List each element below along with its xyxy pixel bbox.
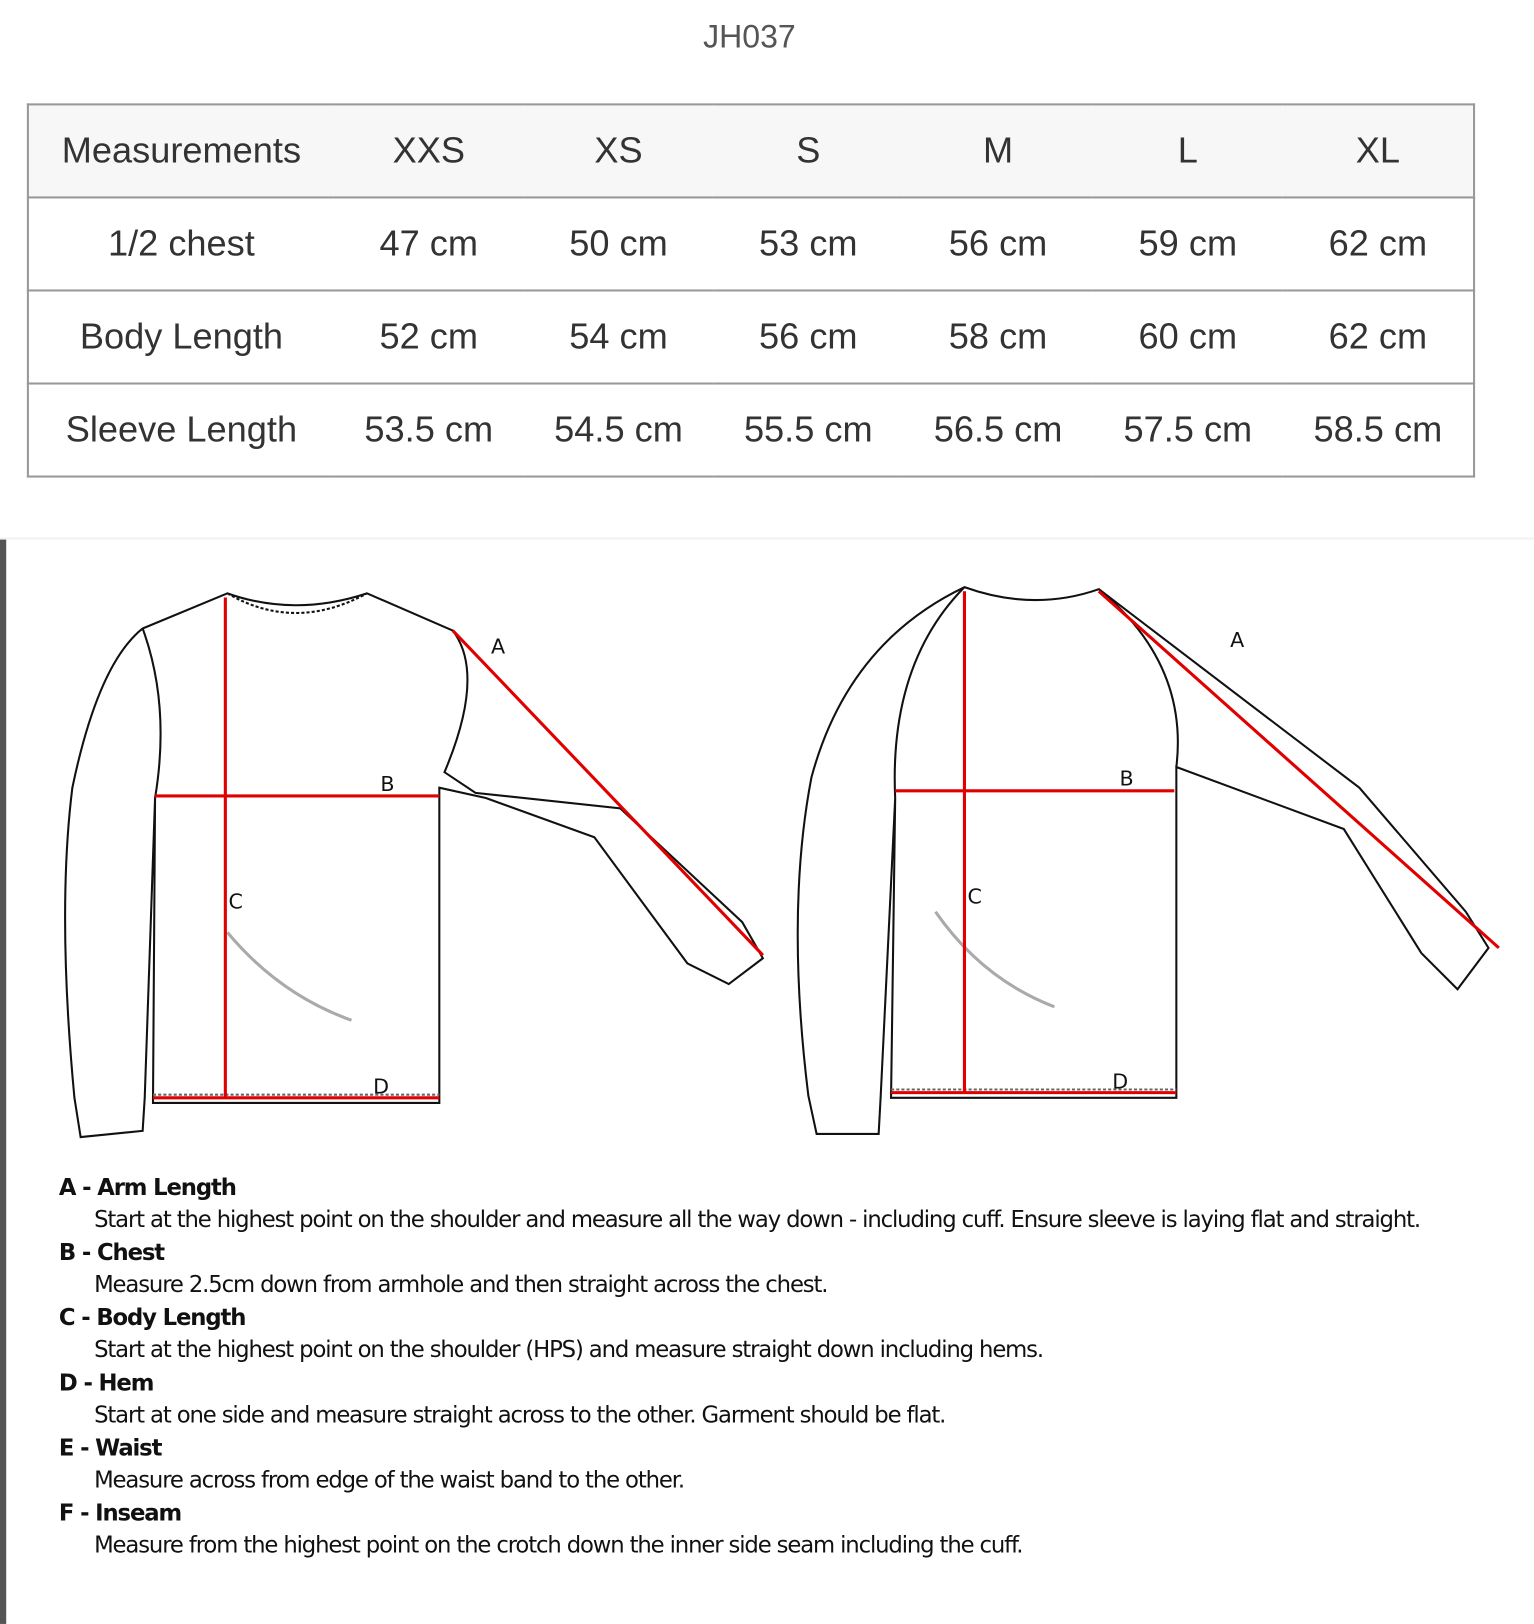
measurement-legend	[59, 1172, 1428, 1563]
table-cell: 55.5 cm	[713, 384, 903, 477]
measurement-diagram	[0, 538, 1534, 1624]
row-label: Body Length	[28, 290, 334, 383]
table-cell: 60 cm	[1093, 290, 1283, 383]
garment-illustrations	[0, 540, 1534, 1160]
legend-description: Start at one side and measure straight across to the other. Garment should be flat.	[94, 1402, 946, 1429]
legend-description: Start at the highest point on the shoulder (HPS) and measure straight down including hems.	[94, 1337, 1044, 1364]
crew-sweater-drawing	[65, 593, 763, 1137]
label-c-raglan: C	[967, 884, 982, 909]
label-d-crew: D	[373, 1074, 390, 1099]
header-xs: XS	[524, 104, 714, 197]
legend-heading: A - Arm Length	[58, 1175, 236, 1202]
legend-description: Measure 2.5cm down from armhole and then straight across the chest.	[94, 1272, 828, 1299]
table-row-chest	[28, 197, 1474, 290]
label-c-crew: C	[228, 889, 243, 914]
table-cell: 54.5 cm	[524, 384, 714, 477]
header-xxs: XXS	[334, 104, 524, 197]
legend-description: Measure across from edge of the waist band to the other.	[94, 1467, 684, 1494]
table-header-row	[28, 104, 1474, 197]
table-cell: 53 cm	[713, 197, 903, 290]
label-b-crew: B	[380, 771, 395, 796]
measurement-lines	[153, 591, 1499, 1098]
table-cell: 59 cm	[1093, 197, 1283, 290]
table-cell: 47 cm	[334, 197, 524, 290]
legend-heading: F - Inseam	[58, 1500, 182, 1527]
label-a-crew: A	[491, 634, 506, 659]
legend-description: Measure from the highest point on the crotch down the inner side seam including the cuff.	[94, 1532, 1023, 1559]
legend-heading: C - Body Length	[58, 1305, 246, 1332]
table-cell: 56 cm	[903, 197, 1093, 290]
table-row-body-length	[28, 290, 1474, 383]
table-row-sleeve-length	[28, 384, 1474, 477]
header-xl: XL	[1283, 104, 1474, 197]
row-label: Sleeve Length	[28, 384, 334, 477]
table-cell: 54 cm	[524, 290, 714, 383]
header-s: S	[713, 104, 903, 197]
header-l: L	[1093, 104, 1283, 197]
table-cell: 58 cm	[903, 290, 1093, 383]
table-cell: 52 cm	[334, 290, 524, 383]
legend-heading: B - Chest	[58, 1240, 165, 1267]
row-label: 1/2 chest	[28, 197, 334, 290]
size-chart-table	[27, 103, 1475, 477]
table-cell: 56 cm	[713, 290, 903, 383]
label-a-raglan: A	[1230, 628, 1245, 653]
label-d-raglan: D	[1112, 1069, 1129, 1094]
table-cell: 53.5 cm	[334, 384, 524, 477]
table-cell: 57.5 cm	[1093, 384, 1283, 477]
legend-heading: E - Waist	[58, 1435, 162, 1462]
raglan-sweater-drawing	[798, 587, 1489, 1134]
table-cell: 62 cm	[1283, 197, 1474, 290]
table-cell: 50 cm	[524, 197, 714, 290]
header-measurements: Measurements	[28, 104, 334, 197]
table-cell: 62 cm	[1283, 290, 1474, 383]
label-b-raglan: B	[1119, 766, 1134, 791]
legend-description: Start at the highest point on the shoulder and measure all the way down - including cuff. Ensure sleeve is laying flat and straight.	[94, 1207, 1420, 1234]
table-cell: 56.5 cm	[903, 384, 1093, 477]
product-code-title: JH037	[703, 18, 796, 55]
table-cell: 58.5 cm	[1283, 384, 1474, 477]
legend-heading: D - Hem	[58, 1370, 154, 1397]
header-m: M	[903, 104, 1093, 197]
